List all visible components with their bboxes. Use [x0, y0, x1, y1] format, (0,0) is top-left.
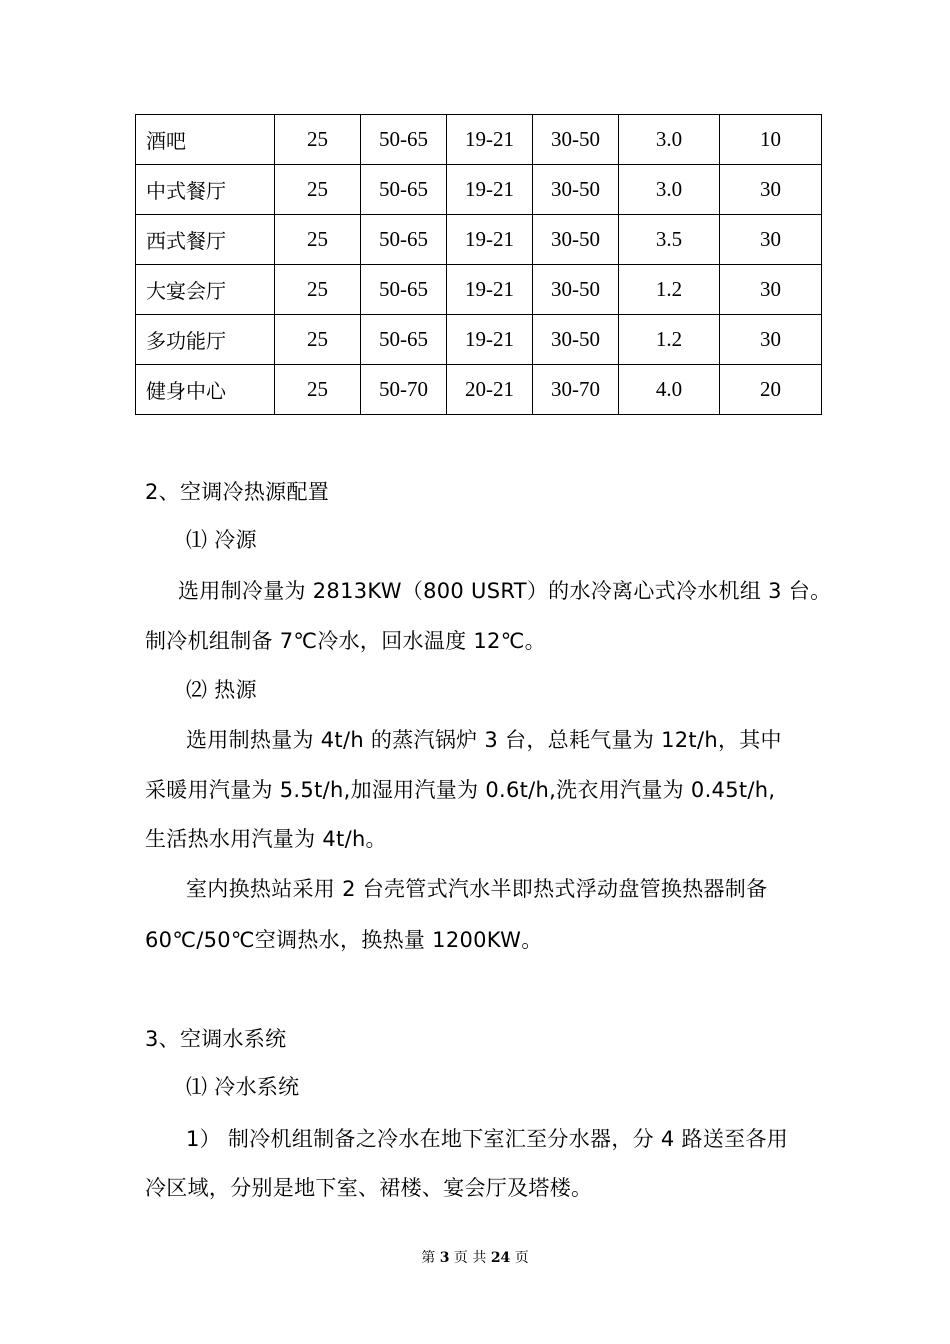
table-cell-value: 50-65	[361, 115, 447, 165]
section3-p1-line1: 1） 制冷机组制备之冷水在地下室汇至分水器，分 4 路送至各用	[186, 1127, 789, 1151]
section2-p3-line1: 室内换热站采用 2 台壳管式汽水半即热式浮动盘管换热器制备	[186, 877, 768, 901]
table-cell-value: 4.0	[619, 365, 720, 415]
table-cell-value: 25	[275, 265, 361, 315]
table-cell-value: 25	[275, 115, 361, 165]
footer-middle: 页 共	[453, 1250, 487, 1266]
footer-prefix: 第	[421, 1250, 436, 1266]
table-cell-value: 30-50	[533, 165, 619, 215]
table-cell-value: 30	[720, 165, 822, 215]
table-cell-value: 50-65	[361, 265, 447, 315]
table-cell-room: 大宴会厅	[136, 265, 275, 315]
table-cell-value: 30-50	[533, 265, 619, 315]
table-cell-value: 3.0	[619, 115, 720, 165]
table-cell-value: 25	[275, 315, 361, 365]
table-cell-value: 19-21	[447, 165, 533, 215]
table-row	[136, 365, 822, 415]
table-cell-value: 30-70	[533, 365, 619, 415]
section2-p2-line2: 采暖用汽量为 5.5t/h,加湿用汽量为 0.6t/h,洗衣用汽量为 0.45t/h,	[145, 778, 776, 802]
table-cell-value: 50-65	[361, 215, 447, 265]
table-cell-value: 30	[720, 265, 822, 315]
table-cell-room: 西式餐厅	[136, 215, 275, 265]
table-cell-value: 30-50	[533, 115, 619, 165]
section3-heading: 3、空调水系统	[145, 1027, 287, 1051]
table-cell-value: 50-65	[361, 315, 447, 365]
section3-sub1: ⑴ 冷水系统	[186, 1075, 300, 1099]
section2-sub2: ⑵ 热源	[186, 678, 257, 702]
table-cell-value: 10	[720, 115, 822, 165]
table-cell-room: 多功能厅	[136, 315, 275, 365]
section2-heading: 2、空调冷热源配置	[145, 480, 330, 504]
table-cell-value: 25	[275, 215, 361, 265]
table-cell-room: 中式餐厅	[136, 165, 275, 215]
table-cell-value: 30-50	[533, 215, 619, 265]
table-cell-value: 25	[275, 165, 361, 215]
table-cell-value: 50-70	[361, 365, 447, 415]
table-cell-value: 3.5	[619, 215, 720, 265]
table-row	[136, 265, 822, 315]
section2-sub1: ⑴ 冷源	[186, 528, 257, 552]
section2-p2-line3: 生活热水用汽量为 4t/h。	[145, 827, 387, 851]
footer-suffix: 页	[514, 1250, 529, 1266]
table-cell-value: 19-21	[447, 115, 533, 165]
table-cell-value: 20	[720, 365, 822, 415]
table-row	[136, 115, 822, 165]
section2-p1-line1: 选用制冷量为 2813KW（800 USRT）的水冷离心式冷水机组 3 台。	[178, 579, 832, 603]
table-cell-value: 1.2	[619, 265, 720, 315]
table-body	[136, 115, 822, 415]
table-cell-room: 健身中心	[136, 365, 275, 415]
table-cell-value: 30	[720, 215, 822, 265]
table-cell-value: 19-21	[447, 315, 533, 365]
table-cell-value: 30-50	[533, 315, 619, 365]
section2-p1-line2: 制冷机组制备 7℃冷水，回水温度 12℃。	[145, 629, 546, 653]
section3-p1-line2: 冷区域，分别是地下室、裙楼、宴会厅及塔楼。	[145, 1176, 593, 1200]
table-cell-value: 19-21	[447, 215, 533, 265]
table-row	[136, 165, 822, 215]
table-row	[136, 215, 822, 265]
table-row	[136, 315, 822, 365]
table-cell-value: 3.0	[619, 165, 720, 215]
section2-p3-line2: 60℃/50℃空调热水，换热量 1200KW。	[145, 928, 543, 952]
table-cell-value: 1.2	[619, 315, 720, 365]
section2-p2-line1: 选用制热量为 4t/h 的蒸汽锅炉 3 台，总耗气量为 12t/h，其中	[186, 728, 782, 752]
table-cell-value: 19-21	[447, 265, 533, 315]
room-parameter-table	[135, 114, 822, 415]
table-cell-value: 30	[720, 315, 822, 365]
table-cell-value: 25	[275, 365, 361, 415]
table-cell-value: 20-21	[447, 365, 533, 415]
footer-current-page: 3	[439, 1250, 450, 1266]
table-cell-value: 50-65	[361, 165, 447, 215]
page-footer	[0, 1248, 950, 1268]
footer-total-pages: 24	[490, 1250, 511, 1266]
table-cell-room: 酒吧	[136, 115, 275, 165]
